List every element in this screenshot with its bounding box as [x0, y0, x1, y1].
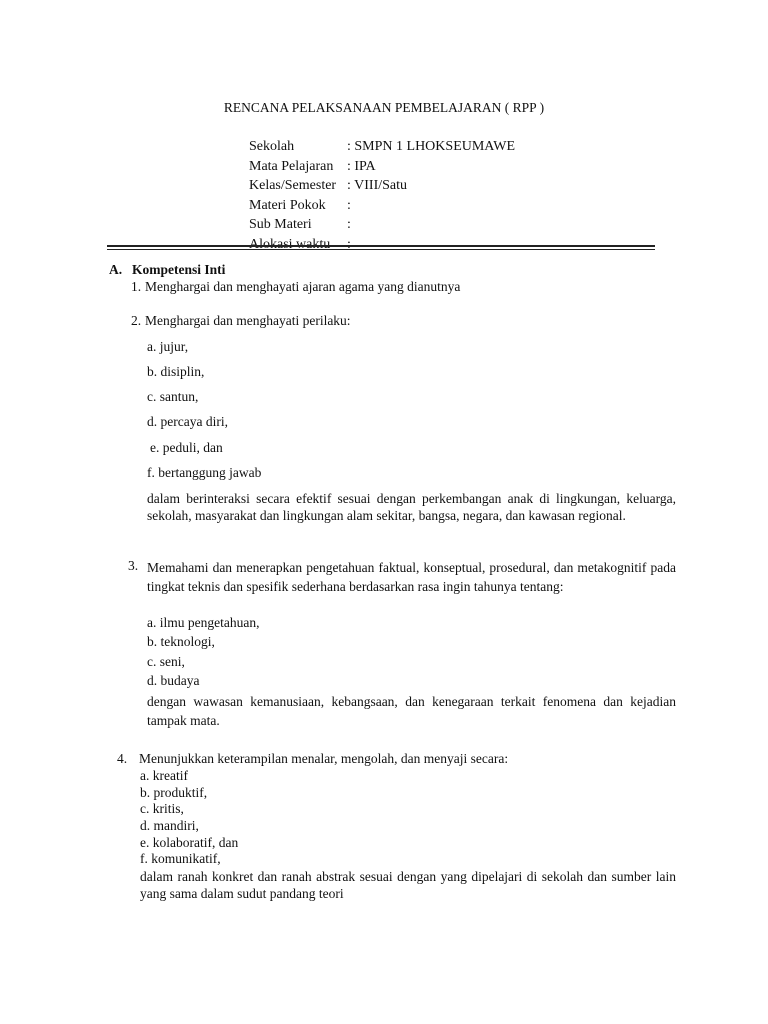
list-item: d. percaya diri, [147, 414, 228, 429]
list-item: b. disiplin, [147, 364, 205, 379]
ki-number: 1. [131, 279, 142, 294]
section-letter: A. [109, 262, 123, 277]
identity-row-subtopic [249, 215, 515, 235]
document-title: RENCANA PELAKSANAAN PEMBELAJARAN ( RPP ) [223, 100, 545, 115]
ki-number: 4. [117, 751, 128, 766]
identity-key: Sub Materi [249, 217, 312, 232]
ki-4 [117, 751, 508, 767]
section-title: Kompetensi Inti [132, 262, 226, 277]
identity-value: : SMPN 1 LHOKSEUMAWE [347, 139, 516, 154]
ki-closing-paragraph: dalam berinteraksi secara efektif sesuai dengan perkembangan anak di lingkungan, keluarga, sekolah, masyarakat dan lingkungan alam sekitar, bangsa, negara, dan kawasan regional. [147, 491, 676, 523]
ki-number: 2. [131, 313, 142, 328]
ki-closing-paragraph: dalam ranah konkret dan ranah abstrak sesuai dengan yang dipelajari di sekolah dan sumber lain yang sama dalam sudut pandang teori [140, 869, 676, 901]
identity-key: Materi Pokok [249, 197, 326, 213]
ki-3-text: Memahami dan menerapkan pengetahuan faktual, konseptual, prosedural, dan metakognitif pada tingkat teknis dan spesifik sederhana berdasarkan rasa ingin tahunya tentang: [147, 560, 676, 594]
ki-closing-paragraph: dengan wawasan kemanusiaan, kebangsaan, dan kenegaraan terkait fenomena dan kejadian tampak mata. [147, 694, 676, 728]
list-item: e. peduli, dan [150, 440, 223, 455]
header-divider-thin [107, 249, 655, 250]
ki-text: Menghargai dan menghayati ajaran agama yang dianutnya [145, 279, 461, 294]
list-item: c. seni, [147, 654, 185, 669]
identity-key: Alokasi waktu [249, 236, 331, 252]
identity-value: : IPA [347, 158, 376, 174]
list-item: a. jujur, [147, 339, 189, 354]
identity-key: Sekolah [249, 139, 295, 154]
list-item: e. kolaboratif, dan [140, 835, 239, 850]
identity-value: : [347, 236, 351, 252]
ki-1 [131, 279, 460, 295]
list-item: c. santun, [147, 389, 199, 404]
ki-2 [131, 313, 351, 329]
identity-block [249, 137, 515, 254]
identity-row-class [249, 176, 515, 196]
list-item: f. komunikatif, [140, 851, 221, 866]
ki-text: Menghargai dan menghayati perilaku: [145, 313, 351, 328]
identity-row-subject [249, 157, 515, 177]
identity-key: Kelas/Semester [249, 178, 337, 193]
list-item: a. kreatif [140, 768, 188, 783]
list-item: c. kritis, [140, 801, 184, 816]
ki-text: Menunjukkan keterampilan menalar, mengolah, dan menyaji secara: [139, 751, 509, 766]
list-item: b. teknologi, [147, 634, 215, 649]
identity-value: : [347, 197, 351, 213]
identity-row-school [249, 137, 515, 157]
identity-row-topic [249, 196, 515, 216]
list-item: f. bertanggung jawab [147, 465, 262, 480]
list-item: d. budaya [147, 673, 200, 688]
identity-value: : [347, 217, 351, 232]
identity-value: : VIII/Satu [347, 178, 408, 193]
list-item: d. mandiri, [140, 818, 199, 833]
section-heading [109, 262, 225, 278]
list-item: b. produktif, [140, 785, 208, 800]
header-divider-thick [107, 245, 655, 247]
ki-3-number: 3. [128, 558, 139, 573]
list-item: a. ilmu pengetahuan, [147, 615, 260, 630]
identity-key: Mata Pelajaran [249, 158, 334, 174]
